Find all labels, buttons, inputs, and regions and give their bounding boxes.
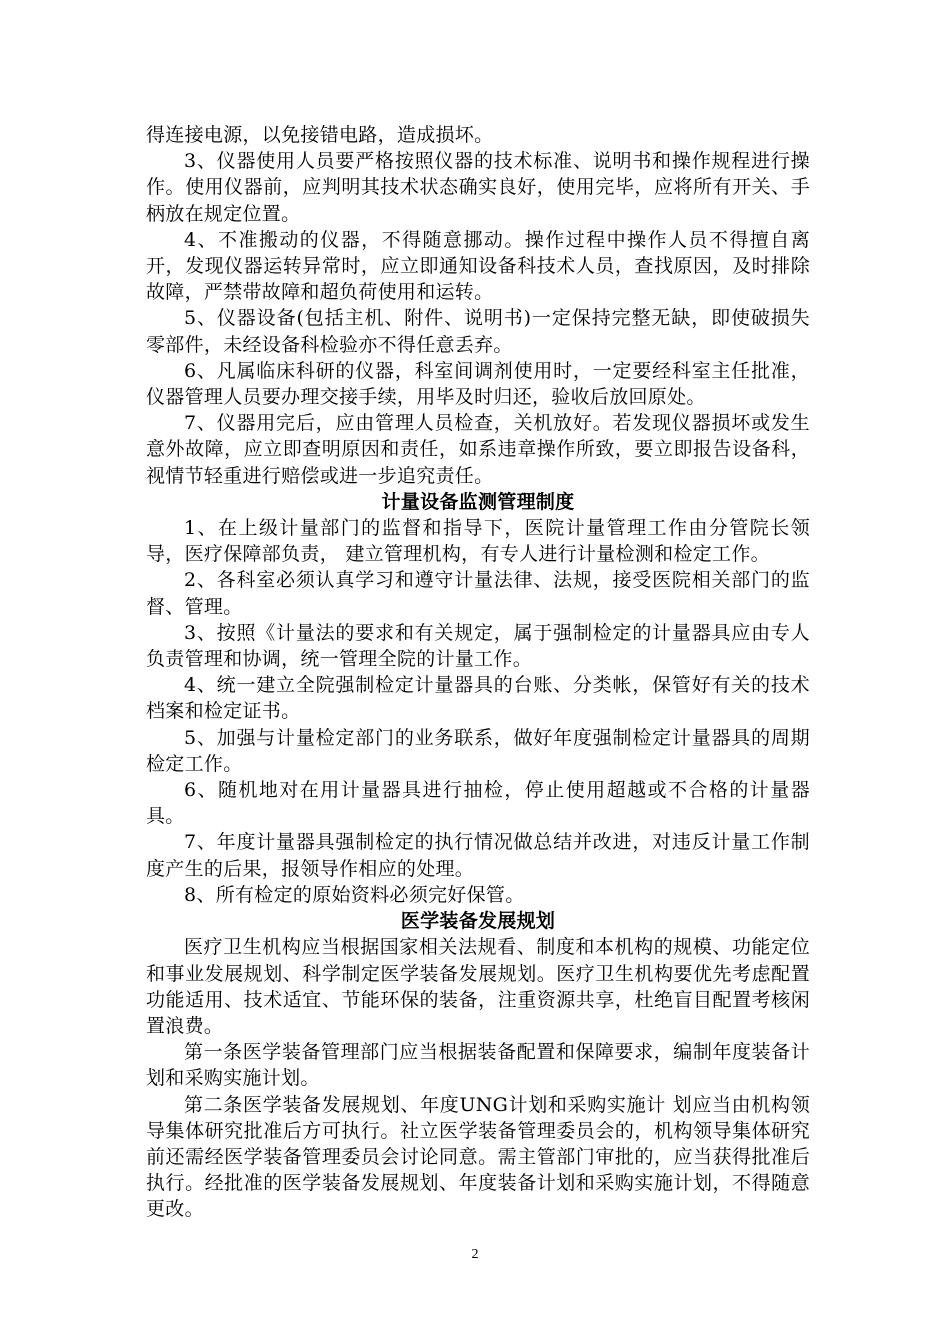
- paragraph: 1、在上级计量部门的监督和指导下，医院计量管理工作由分管院长领导，医疗保障部负责， 建立管理机构，有专人进行计量检测和检定工作。: [146, 517, 810, 566]
- paragraph: 医疗卫生机构应当根据国家相关法规看、制度和本机构的规模、功能定位和事业发展规划、科学制定医学装备发展规划。医疗卫生机构要优先考虑配置功能适用、技术适宜、节能环保的装备，注重资源共享，杜绝盲目配置考核闲置浪费。: [146, 936, 810, 1037]
- paragraph: 8、所有检定的原始资料必须完好保管。: [184, 883, 525, 906]
- paragraph: 3、按照《计量法的要求和有关规定，属于强制检定的计量器具应由专人负责管理和协调，统一管理全院的计量工作。: [146, 621, 810, 671]
- paragraph: 7、年度计量器具强制检定的执行情况做总结并改进，对违反计量工作制度产生的后果，报领导作相应的处理。: [146, 831, 810, 880]
- document-body: [146, 122, 810, 1223]
- section-heading: 计量设备监测管理制度: [381, 490, 575, 513]
- section-heading: 医学装备发展规划: [400, 910, 556, 933]
- paragraph: 7、仪器用完后，应由管理人员检查，关机放好。若发现仪器损坏或发生意外故障，应立即查明原因和责任，如系违章操作所致，要立即报告设备科，视情节轻重进行赔偿或进一步追究责任。: [146, 412, 810, 487]
- paragraph: 4、统一建立全院强制检定计量器具的台账、分类帐，保管好有关的技术档案和检定证书。: [146, 674, 810, 723]
- paragraph: 5、加强与计量检定部门的业务联系，做好年度强制检定计量器具的周期检定工作。: [146, 726, 810, 775]
- continuation-paragraph: 得连接电源，以免接错电路，造成损坏。: [146, 124, 494, 146]
- paragraph: 5、仪器设备(包括主机、附件、说明书)一定保持完整无缺，即使破损失零部件，未经设备科检验亦不得任意丢弃。: [146, 307, 810, 356]
- paragraph: 第二条医学装备发展规划、年度UNG计划和采购实施计 划应当由机构领导集体研究批准后方可执行。社立医学装备管理委员会的，机构领导集体研究前还需经医学装备管理委员会讨论同意。需主管部门审批的，应当获得批准后执行。经批准的医学装备发展规划、年度装备计划和采购实施计划，不得随意更改。: [146, 1093, 810, 1221]
- paragraph: 6、凡属临床科研的仪器，科室间调剂使用时，一定要经科室主任批准，仪器管理人员要办理交接手续，用毕及时归还，验收后放回原处。: [146, 359, 810, 409]
- paragraph: 第一条医学装备管理部门应当根据装备配置和保障要求，编制年度装备计划和采购实施计划。: [146, 1041, 810, 1090]
- paragraph: 6、随机地对在用计量器具进行抽检，停止使用超越或不合格的计量器具。: [146, 779, 810, 828]
- paragraph: 3、仪器使用人员要严格按照仪器的技术标准、说明书和操作规程进行操作。使用仪器前，应判明其技术状态确实良好，使用完毕，应将所有开关、手柄放在规定位置。: [146, 150, 810, 225]
- paragraph: 4、不准搬动的仪器，不得随意挪动。操作过程中操作人员不得擅自离开，发现仪器运转异常时，应立即通知设备科技术人员，查找原因，及时排除故障，严禁带故障和超负荷使用和运转。: [146, 228, 810, 304]
- page-number: 2: [471, 1247, 479, 1262]
- paragraph: 2、各科室必须认真学习和遵守计量法律、法规，接受医院相关部门的监督、管理。: [146, 569, 810, 618]
